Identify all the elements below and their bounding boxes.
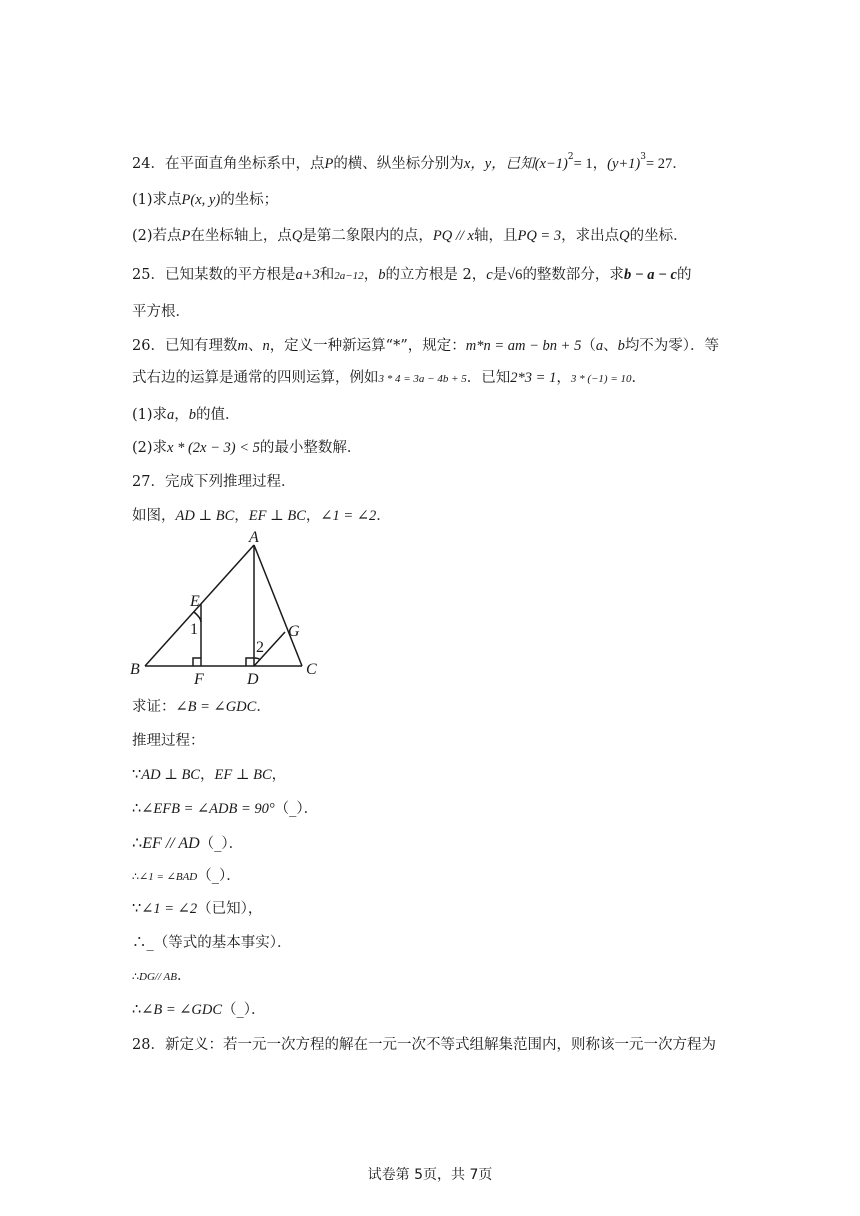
q26-part2: (2)求x * (2x − 3) < 5的最小整数解．	[132, 440, 362, 456]
page-footer: 试卷第 5页，共 7页	[367, 1167, 493, 1183]
q27-step3: ∴EF // AD（_）．	[132, 833, 244, 852]
q27-prove: 求证：∠B = ∠GDC．	[132, 699, 271, 715]
label-b: B	[130, 661, 140, 678]
label-f: F	[194, 671, 204, 688]
right-angle-f	[193, 658, 201, 666]
label-2: 2	[256, 639, 264, 656]
q25-line2: 平方根．	[132, 304, 190, 320]
label-1: 1	[190, 621, 198, 638]
q26-part1: (1)求a，b的值．	[132, 407, 240, 423]
q27-step4: ∴∠1 = ∠BAD（_）．	[132, 868, 241, 884]
label-d: D	[247, 671, 259, 688]
label-c: C	[306, 661, 317, 678]
label-e: E	[190, 593, 200, 610]
q27-title: 27．完成下列推理过程．	[132, 474, 296, 490]
q27-step1: ∵AD ⊥ BC，EF ⊥ BC，	[132, 767, 287, 783]
q27-step8: ∴∠B = ∠GDC（_）．	[132, 1002, 266, 1018]
q26-line1: 26．已知有理数m、n，定义一种新运算“*”，规定：m*n = am − bn + 5（a、b均不为零）．等	[132, 338, 720, 354]
q26-line2: 式右边的运算是通常的四则运算，例如3 * 4 = 3a − 4b + 5．已知2*3 = 1，3 * (−1) = 10．	[132, 370, 646, 386]
q28-line1: 28．新定义：若一元一次方程的解在一元一次不等式组解集范围内，则称该一元一次方程为	[132, 1037, 716, 1053]
q24-line1: 24．在平面直角坐标系中，点P的横、纵坐标分别为x，y，已知$(x-1)^2= 1$，$(y+1)^3= 27$．	[132, 152, 687, 172]
geometry-figure	[120, 528, 330, 688]
q27-step5: ∵∠1 = ∠2（已知），	[132, 901, 263, 917]
q27-step2: ∴∠EFB = ∠ADB = 90°（_）．	[132, 801, 319, 817]
q27-process: 推理过程：	[132, 733, 205, 749]
right-angle-d	[246, 658, 254, 666]
q24-part1: (1)求点P(x, y)的坐标；	[132, 192, 279, 208]
label-g: G	[288, 623, 300, 640]
q27-step6: ∴_（等式的基本事实）．	[132, 935, 292, 951]
q27-given: 如图，AD ⊥ BC，EF ⊥ BC，∠1 = ∠2．	[132, 508, 391, 524]
label-a: A	[249, 529, 259, 546]
q24-part2: (2)若点P在坐标轴上，点Q是第二象限内的点，PQ // x轴，且PQ = 3，求出点Q的坐标．	[132, 228, 688, 244]
q25-line1: 25．已知某数的平方根是a+3和2a−12，b的立方根是 2，c是√6的整数部分，求b − a − c的	[132, 267, 692, 283]
q27-step7: ∴DG// AB．	[132, 968, 192, 984]
angle-mark-2	[254, 658, 260, 660]
